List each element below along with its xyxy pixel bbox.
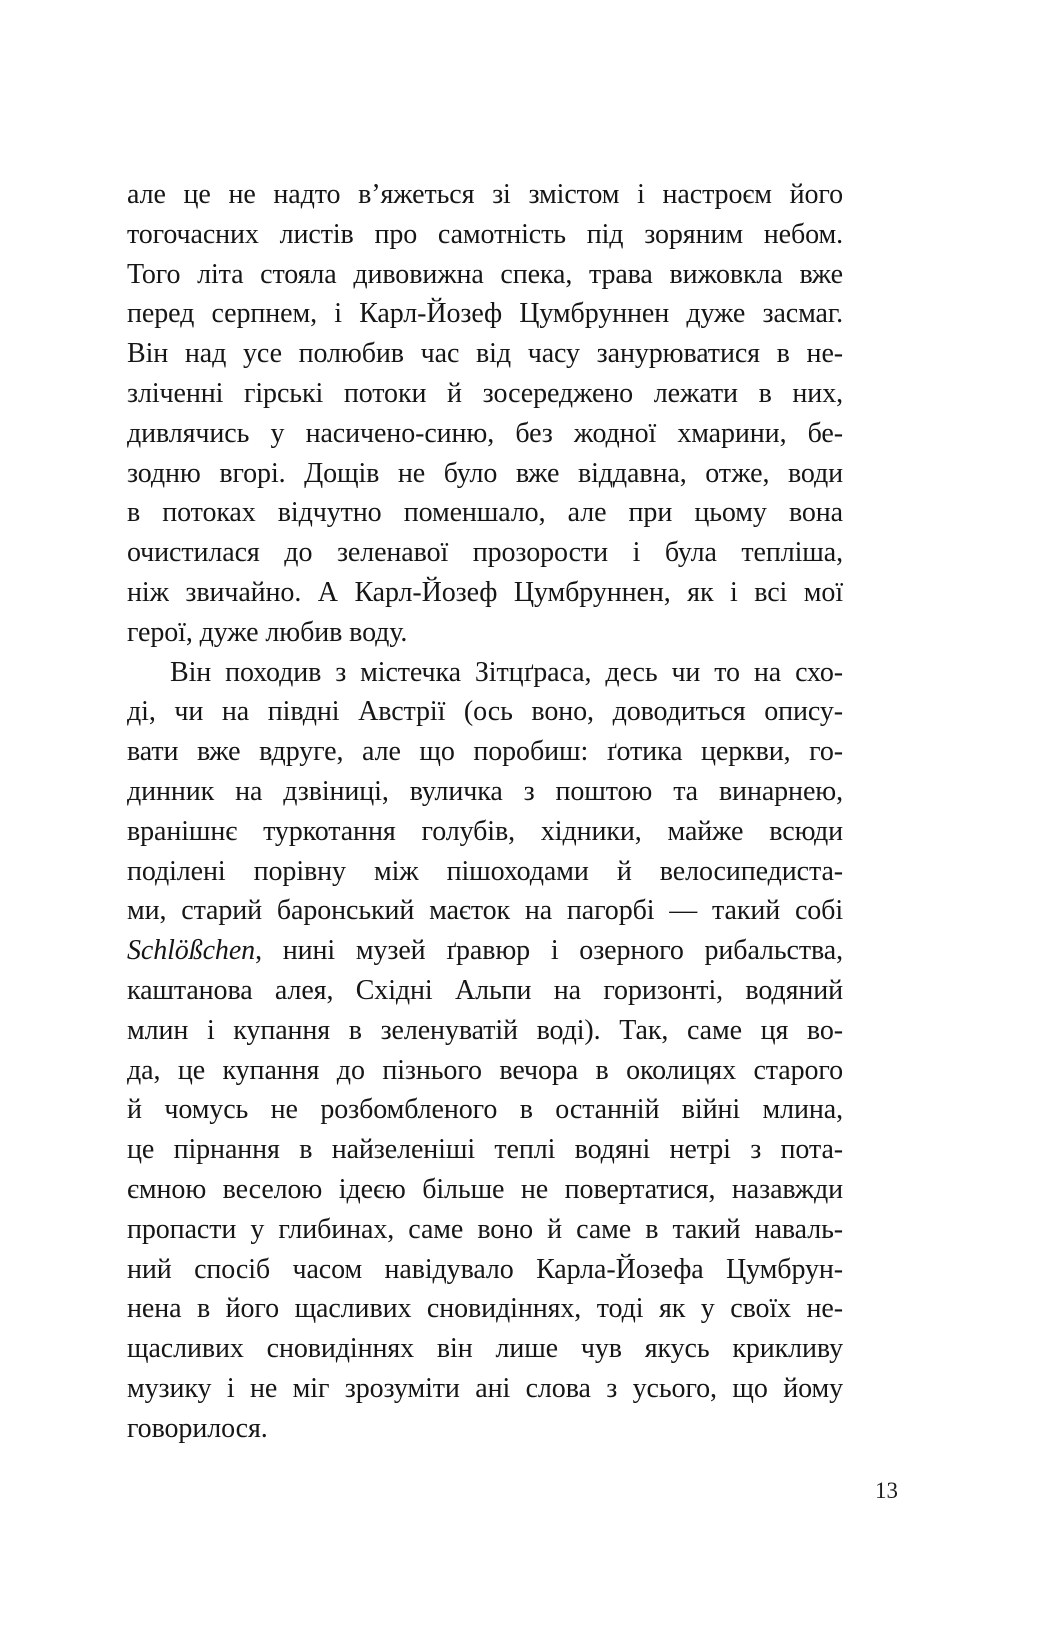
text-line [127, 653, 843, 693]
text-line [127, 493, 843, 533]
text-line [127, 812, 843, 852]
text-line [127, 852, 843, 892]
text-line [127, 1250, 843, 1290]
text-line [127, 1369, 843, 1409]
text-line [127, 613, 843, 653]
text-segment: зодню вгорі. Дощів не було вже віддавна, отже, води [127, 457, 843, 489]
text-line [127, 1011, 843, 1051]
text-segment: щасливих сновидіннях він лише чув якусь крикливу [127, 1333, 843, 1365]
text-segment: пропасти у глибинах, саме воно й саме в такий наваль- [127, 1213, 843, 1245]
text-line [127, 1051, 843, 1091]
text-segment: очистилася до зеленавої прозорости і була тепліша, [127, 537, 843, 569]
text-line [127, 1329, 843, 1369]
text-line [127, 1170, 843, 1210]
text-segment: вати вже вдруге, але що поробиш: ґотика церкви, го- [127, 736, 843, 768]
text-line [127, 215, 843, 255]
text-segment: динник на дзвіниці, вуличка з поштою та винарнею, [127, 775, 843, 807]
text-segment: й чомусь не розбомбленого в останній війні млина, [127, 1094, 843, 1126]
text-segment: говорилося. [127, 1412, 268, 1444]
text-line [127, 891, 843, 931]
text-line [127, 772, 843, 812]
text-segment: поділені порівну між пішоходами й велосипедиста- [127, 855, 843, 887]
text-line [127, 1409, 843, 1449]
text-segment: ді, чи на півдні Австрії (ось воно, доводиться опису- [127, 696, 843, 728]
text-line [127, 732, 843, 772]
text-line [127, 1289, 843, 1329]
text-line [127, 1130, 843, 1170]
text-segment: дивлячись у насичено-синю, без жодної хмарини, бе- [127, 417, 843, 449]
text-segment: герої, дуже любив воду. [127, 616, 408, 648]
text-segment: вранішнє туркотання голубів, хідники, майже всюди [127, 815, 843, 847]
text-segment: да, це купання до пізнього вечора в околицях старого [127, 1054, 843, 1086]
text-line [127, 414, 843, 454]
text-segment: каштанова алея, Східні Альпи на горизонті, водяний [127, 974, 843, 1006]
text-line [127, 971, 843, 1011]
text-segment: музику і не міг зрозуміти ані слова з усього, що йому [127, 1372, 843, 1404]
text-segment: зліченні гірські потоки й зосереджено лежати в них, [127, 377, 843, 409]
text-line [127, 334, 843, 374]
text-segment: , нині музей ґравюр і озерного рибальства, [255, 935, 843, 967]
text-line [127, 1090, 843, 1130]
text-segment: перед серпнем, і Карл-Йозеф Цумбруннен дуже засмаг. [127, 298, 843, 330]
italic-text-segment: Schlößchen [127, 935, 256, 967]
text-segment: в потоках відчутно поменшало, але при цьому вона [127, 497, 843, 529]
text-segment: Він походив з містечка Зітцґраса, десь чи то на схо- [170, 656, 843, 688]
text-segment: млин і купання в зеленуватій воді). Так, саме ця во- [127, 1014, 843, 1046]
text-segment: тогочасних листів про самотність під зоряним небом. [127, 218, 843, 250]
text-segment: але це не надто в’яжеться зі змістом і настроєм його [127, 179, 843, 210]
text-segment: ний спосіб часом навідувало Карла-Йозефа Цумбрун- [127, 1253, 843, 1285]
text-line [127, 294, 843, 334]
text-line [127, 454, 843, 494]
text-line [127, 692, 843, 732]
text-line [127, 1210, 843, 1250]
text-segment: нена в його щасливих сновидіннях, тоді як у своїх не- [127, 1293, 843, 1325]
text-line [127, 931, 843, 971]
text-segment: Він над усе полюбив час від часу занурюватися в не- [127, 338, 843, 370]
text-line [127, 175, 843, 215]
text-segment: ємною веселою ідеєю більше не повертатися, назавжди [127, 1173, 843, 1205]
text-segment: ми, старий баронський маєток на пагорбі — такий собі [127, 895, 843, 927]
body-text [127, 175, 843, 1449]
text-line [127, 255, 843, 295]
text-line [127, 533, 843, 573]
text-segment: Того літа стояла дивовижна спека, трава вижовкла вже [127, 258, 843, 290]
text-segment: ніж звичайно. А Карл-Йозеф Цумбруннен, як і всі мої [127, 576, 843, 608]
text-segment: це пірнання в найзеленіші теплі водяні нетрі з пота- [127, 1134, 843, 1166]
text-line [127, 374, 843, 414]
page-number: 13 [875, 1478, 898, 1503]
text-line [127, 573, 843, 613]
